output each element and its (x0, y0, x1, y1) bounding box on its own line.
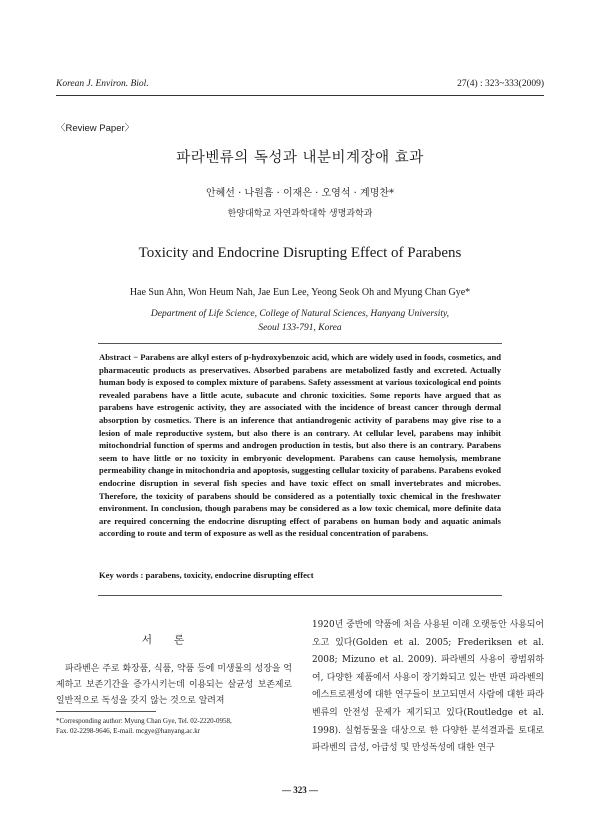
intro-right-column: 1920년 중반에 약품에 처음 사용된 이래 오랫동안 사용되어 오고 있다(Golden et al. 2005; Frederiksen et al. 2008; Mizuno et al. 2009). 파라벤의 사용이 광범위하여, 다양한 제품에서 사용이 장기화되고 있는 반면 파라벤의 에스트로젠성에 대한 연구들이 보고되면서 사람에 대한 파라벤류의 안전성 문제가 제기되고 있다(Routledge et al. 1998). 실험동물을 대상으로 한 다양한 분석결과를 토대로 파라벤의 급성, 아급성 및 만성독성에 대한 연구 (312, 620, 544, 754)
title-korean: 파라벤류의 독성과 내분비계장애 효과 (176, 150, 424, 166)
header-rule (56, 95, 544, 96)
article-type: 〈Review Paper〉 (56, 123, 135, 134)
abstract-bottom-rule (98, 595, 502, 596)
footnote-rule (56, 711, 156, 712)
affiliation-english-line1: Department of Life Science, College of Natural Sciences, Hanyang University, (150, 309, 450, 319)
page-number: — 323 — (282, 785, 318, 795)
intro-left-column: 파라벤은 주로 화장품, 식품, 약품 등에 미생물의 성장을 억제하고 보존기간을 증가시키는데 이용되는 살균성 보존제로 일반적으로 독성을 갖지 않는 것으로 알려져 (56, 664, 292, 706)
section-title-introduction: 서론 (141, 634, 207, 646)
abstract-top-rule (98, 343, 502, 344)
journal-name: Korean J. Environ. Biol. (56, 79, 149, 89)
keywords: Key words : parabens, toxicity, endocrine disrupting effect (99, 570, 314, 580)
footnote-line2: Fax. 02-2298-9646, E-mail. mcgye@hanyang.ac.kr (56, 727, 201, 735)
affiliation-english (0, 307, 600, 335)
authors-english: Hae Sun Ahn, Won Heum Nah, Jae Eun Lee, Yeong Seok Oh and Myung Chan Gye* (129, 287, 471, 298)
authors-korean: 안혜선 · 나원흠 · 이재은 · 오영석 · 계명찬* (205, 188, 395, 199)
volume-info: 27(4) : 323~333(2009) (457, 79, 544, 89)
footnote-line1: *Corresponding author: Myung Chan Gye, Tel. 02-2220-0958, (56, 717, 232, 725)
affiliation-korean: 한양대학교 자연과학대학 생명과학과 (227, 209, 373, 219)
footnote (56, 716, 296, 736)
title-english: Toxicity and Endocrine Disrupting Effect of Parabens (138, 245, 462, 261)
abstract: Abstract − Parabens are alkyl esters of p-hydroxybenzoic acid, which are widely used in foods, cosmetics, and pharmaceutic products as preservatives. Absorbed parabens are metabolized fastly and excreted. Actually human body is exposed to complex mixture of parabens. Safety assessment at various toxicological end points revealed parabens have a little acute, subacute and chronic toxicities. Some reports have argued that as parabens have estrogenic activity, they are associated with the incidence of breast cancer through dermal absorption by cosmetics. There is an inference that antiandrogenic activity of parabens may give rise to a lesion of male reproductive system, but also there is an contrary. At cellular level, parabens may inhibit mitochondrial function of sperms and androgen production in testis, but also there is an contrary. Parabens seem to have little or no toxicity in embryonic development. Parabens can cause hemolysis, membrane permeability change in mitochondria and apoptosis, suggesting cellular toxicity of parabens. Parabens evoked endocrine disruption in several fish species and have toxic effect on small invertebrates and microbes. Therefore, the toxicity of parabens should be considered as a potentially toxic chemical in the freshwater environment. In conclusion, though parabens may be considered as a low toxic chemical, more definite data are required concerning the endocrine disrupting effect of parabens on human body and aquatic animals according to route and term of exposure as well as the residual concentration of parabens. (99, 352, 501, 539)
affiliation-english-line2: Seoul 133-791, Korea (258, 323, 342, 333)
